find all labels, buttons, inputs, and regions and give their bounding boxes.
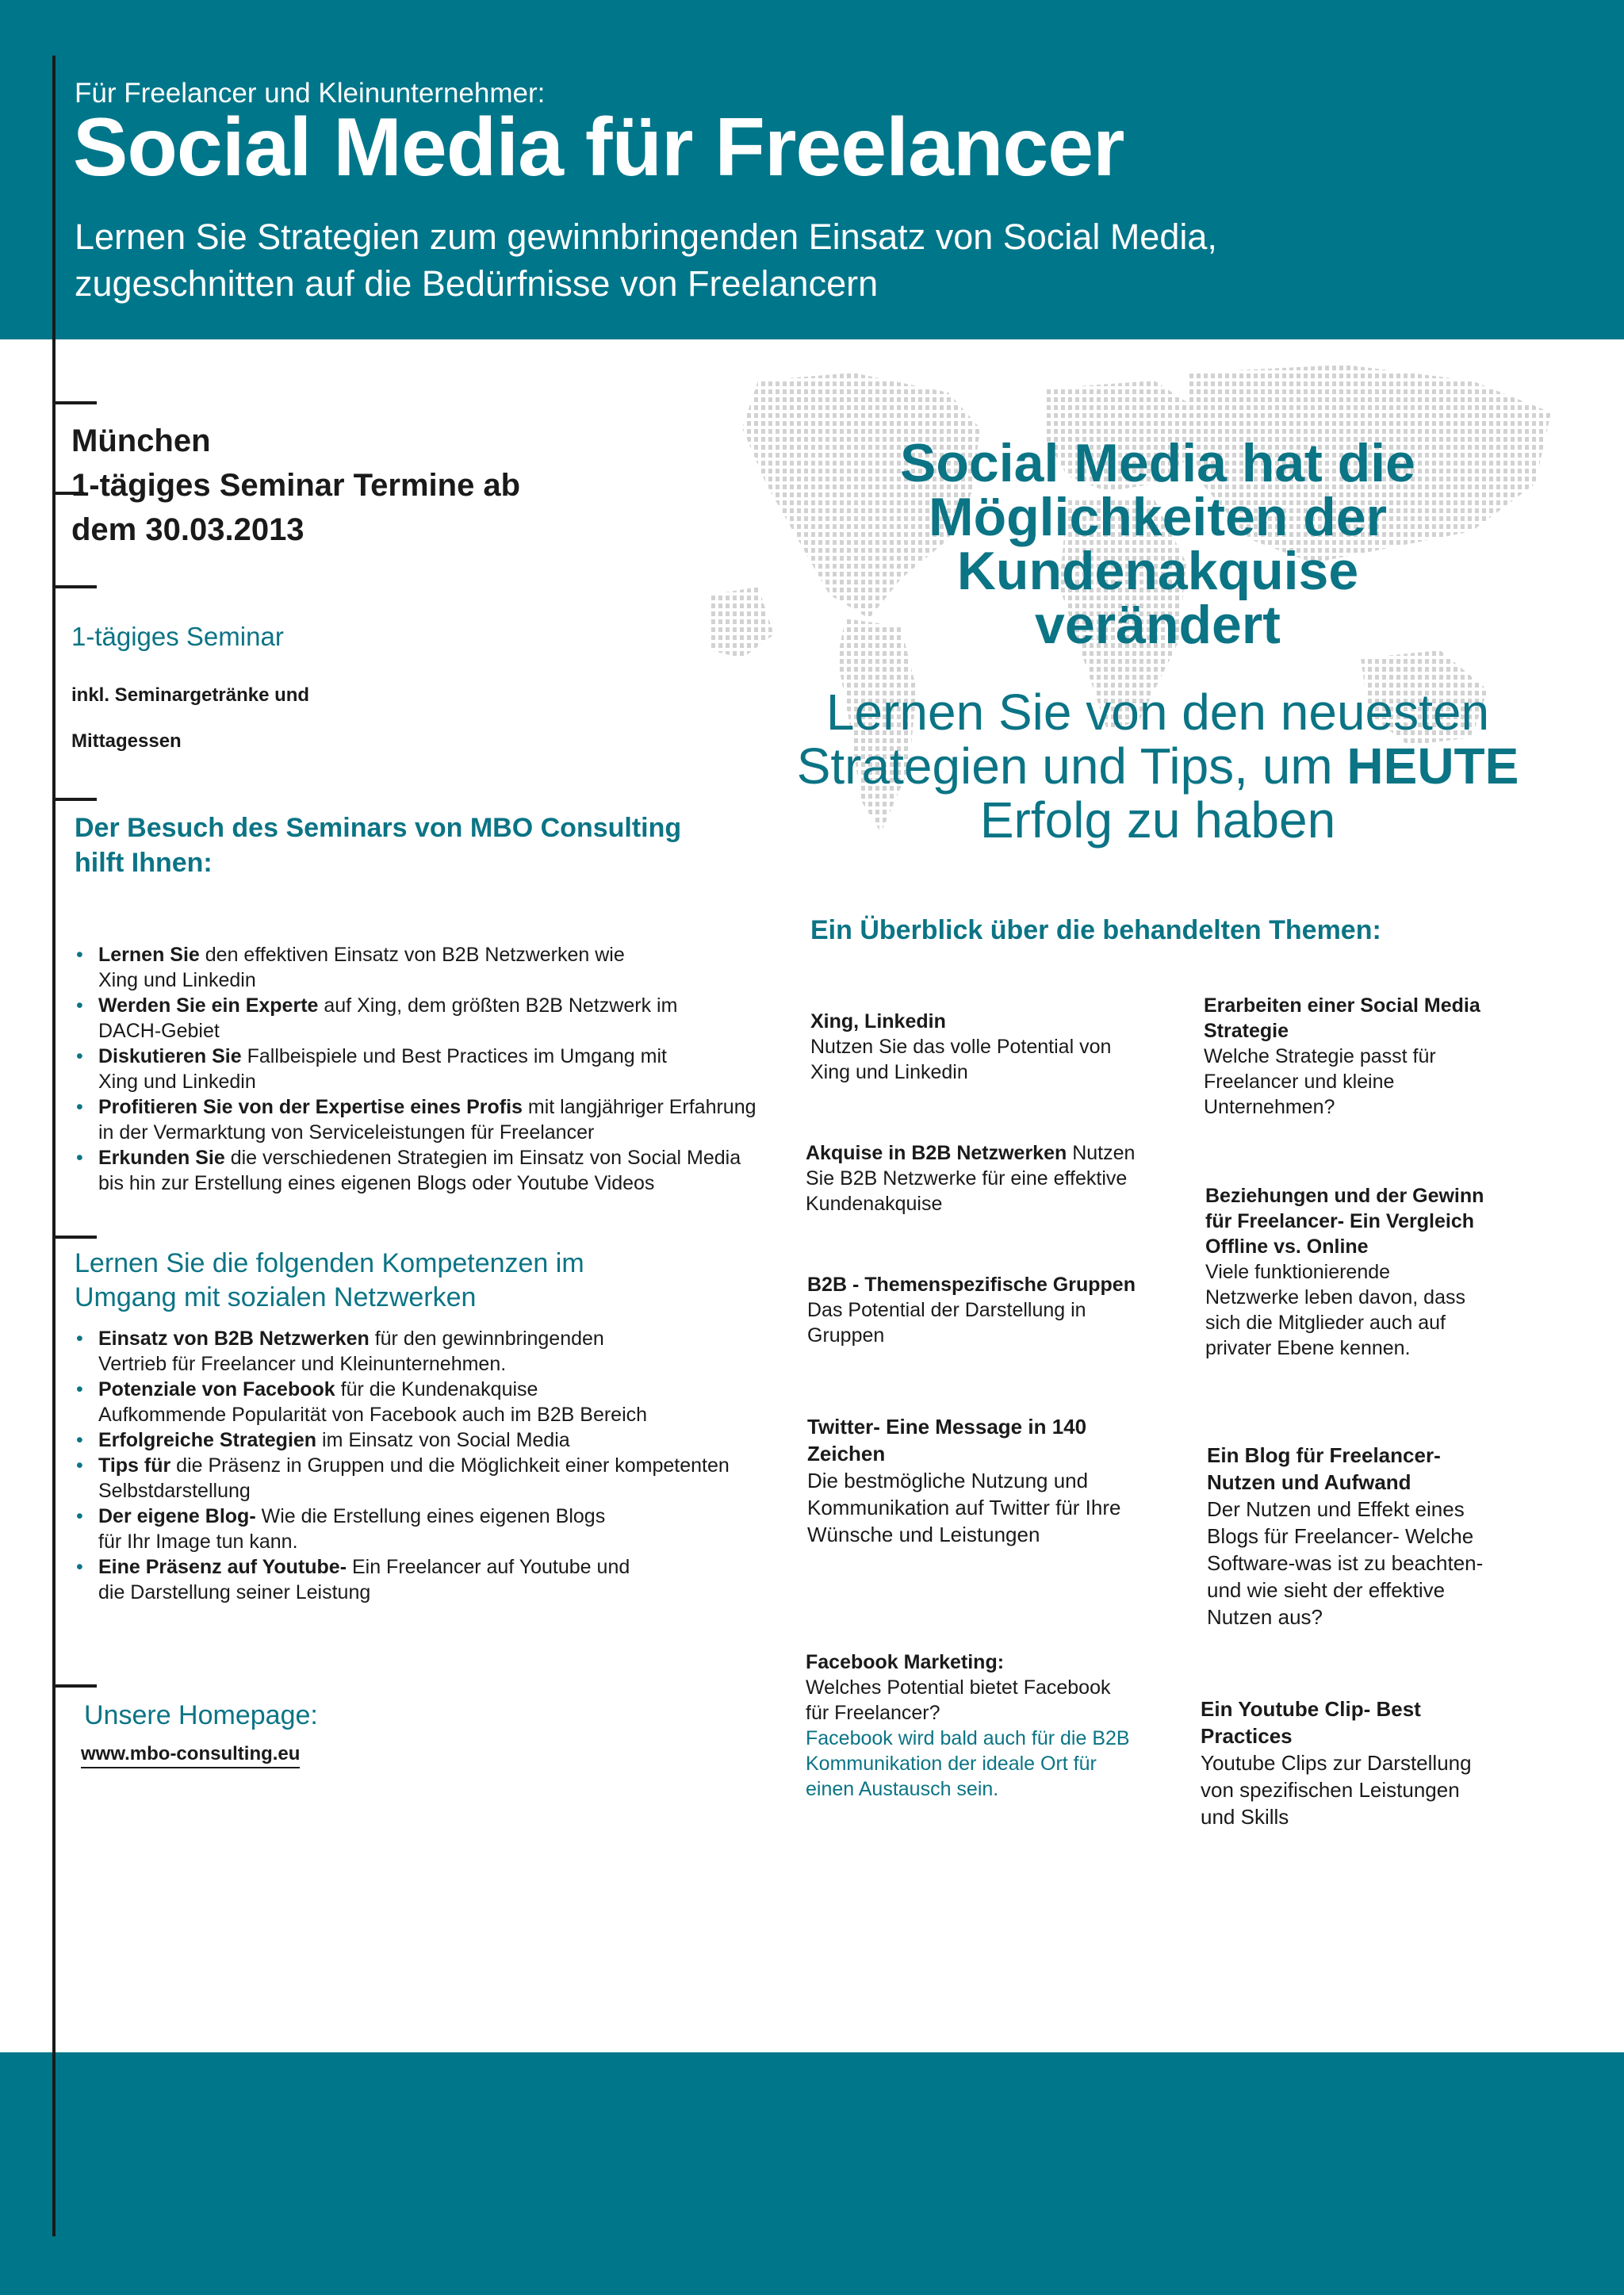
topic-title: Twitter- Eine Message in 140 — [807, 1415, 1087, 1439]
event-dates: 1-tägiges Seminar Termine ab — [71, 468, 521, 503]
topic-title: Erarbeiten einer Social Media — [1204, 994, 1480, 1017]
topic-text: Kundenakquise — [806, 1193, 943, 1215]
item-bold: Werden Sie ein Experte — [98, 994, 319, 1017]
item-text: Vertrieb für Freelancer und Kleinunternehmen. — [98, 1353, 507, 1375]
list-item — [75, 1094, 788, 1145]
list-item — [75, 942, 788, 993]
kompetenzen-heading-line: Umgang mit sozialen Netzwerken — [75, 1282, 477, 1312]
homepage-label: Unsere Homepage: — [84, 1700, 318, 1730]
tagline-subheading — [745, 685, 1570, 847]
item-text: Aufkommende Popularität von Facebook auch im B2B Bereich — [98, 1404, 648, 1426]
list-item — [75, 1326, 788, 1377]
topic-title: Akquise in B2B Netzwerken — [806, 1142, 1067, 1164]
homepage-link[interactable]: www.mbo-consulting.eu — [81, 1743, 300, 1768]
tagline-sub-text: Strategien und Tips, um — [796, 738, 1347, 795]
item-text: Fallbeispiele und Best Practices im Umgang mit — [241, 1045, 667, 1067]
topic-xing — [810, 1009, 1159, 1085]
item-text: die verschiedenen Strategien im Einsatz von Social Media — [224, 1147, 741, 1169]
topic-text: Der Nutzen und Effekt eines — [1207, 1497, 1465, 1521]
list-item — [75, 993, 788, 1044]
item-text: auf Xing, dem größten B2B Netzwerk im — [318, 994, 678, 1017]
tagline-heading — [761, 433, 1554, 655]
kompetenzen-list — [75, 1326, 788, 1605]
timeline-tick — [52, 1236, 97, 1239]
item-text: für den gewinnbringenden — [369, 1328, 604, 1350]
item-text: die Präsenz in Gruppen und die Möglichkeit einer kompetenten — [170, 1454, 730, 1477]
list-item — [75, 1377, 788, 1427]
item-bold: Potenziale von Facebook — [98, 1378, 335, 1400]
topic-title: Facebook Marketing: — [806, 1651, 1005, 1673]
topic-text: Software-was ist zu beachten- — [1207, 1551, 1484, 1575]
topic-text: Youtube Clips zur Darstellung — [1201, 1751, 1472, 1775]
header-subtitle-line: Lernen Sie Strategien zum gewinnbringenden Einsatz von Social Media, — [75, 216, 1217, 257]
topic-text: Welches Potential bietet Facebook — [806, 1676, 1111, 1699]
overview-heading: Ein Überblick über die behandelten Themen: — [810, 915, 1381, 945]
topic-akquise — [806, 1140, 1147, 1216]
page-title: Social Media für Freelancer — [73, 102, 1124, 193]
list-item — [75, 1554, 788, 1605]
topic-title: Xing, Linkedin — [810, 1010, 946, 1033]
item-text: Selbstdarstellung — [98, 1480, 251, 1502]
topic-text: Nutzen Sie das volle Potential von — [810, 1036, 1112, 1058]
item-text: Xing und Linkedin — [98, 1071, 256, 1093]
item-text: im Einsatz von Social Media — [316, 1429, 570, 1451]
topic-text: und wie sieht der effektive — [1207, 1578, 1446, 1602]
item-text: in der Vermarktung von Serviceleistungen für Freelancer — [98, 1121, 595, 1144]
item-text: für Ihr Image tun kann. — [98, 1531, 298, 1553]
topic-youtube — [1201, 1695, 1534, 1830]
kompetenzen-heading-line: Lernen Sie die folgenden Kompetenzen im — [75, 1248, 584, 1278]
topic-text: Unternehmen? — [1204, 1096, 1335, 1118]
list-item — [75, 1145, 788, 1196]
topic-title: Nutzen und Aufwand — [1207, 1470, 1411, 1494]
topic-title: Strategie — [1204, 1020, 1289, 1042]
tagline-line: verändert — [1035, 595, 1281, 655]
topic-text: Nutzen aus? — [1207, 1605, 1323, 1629]
tagline-emphasis: HEUTE — [1346, 738, 1519, 795]
help-list — [75, 942, 788, 1196]
topic-text: Das Potential der Darstellung in — [807, 1299, 1086, 1321]
topic-text: für Freelancer? — [806, 1702, 940, 1724]
topic-title: Ein Youtube Clip- Best — [1201, 1697, 1421, 1721]
seminar-inclusion-line: inkl. Seminargetränke und — [71, 684, 310, 706]
item-text: DACH-Gebiet — [98, 1020, 220, 1042]
topic-text: von spezifischen Leistungen — [1201, 1778, 1460, 1802]
topic-highlight: Kommunikation der ideale Ort für — [806, 1753, 1097, 1775]
item-bold: Einsatz von B2B Netzwerken — [98, 1328, 370, 1350]
topic-text: und Skills — [1201, 1805, 1289, 1829]
topic-text: Wünsche und Leistungen — [807, 1523, 1040, 1546]
item-text: für die Kundenakquise — [335, 1378, 538, 1400]
topic-title: Practices — [1201, 1724, 1293, 1748]
topic-text: Netzwerke leben davon, dass — [1205, 1286, 1465, 1308]
topic-title: Ein Blog für Freelancer- — [1207, 1443, 1441, 1467]
timeline-tick — [52, 585, 97, 588]
item-bold: Lernen Sie — [98, 944, 200, 966]
timeline-tick — [52, 1684, 97, 1688]
help-heading-line: hilft Ihnen: — [75, 848, 213, 878]
topic-text: Welche Strategie passt für — [1204, 1045, 1436, 1067]
event-city: München — [71, 423, 211, 458]
topic-highlight: einen Austausch sein. — [806, 1778, 999, 1800]
header-subtitle — [75, 214, 1502, 307]
item-text: Ein Freelancer auf Youtube und — [347, 1556, 630, 1578]
tagline-line: Social Media hat die — [900, 433, 1415, 493]
topic-strategie — [1204, 993, 1496, 1120]
item-text: Xing und Linkedin — [98, 969, 256, 991]
seminar-inclusions — [71, 672, 309, 764]
item-bold: Der eigene Blog- — [98, 1505, 256, 1527]
topic-title: für Freelancer- Ein Vergleich — [1205, 1210, 1475, 1232]
tagline-line: Möglichkeiten der — [928, 487, 1388, 547]
item-bold: Profitieren Sie von der Expertise eines Profis — [98, 1096, 523, 1118]
list-item — [75, 1453, 788, 1504]
item-text: den effektiven Einsatz von B2B Netzwerken wie — [199, 944, 625, 966]
help-heading-line: Der Besuch des Seminars von MBO Consulting — [75, 813, 682, 843]
topic-text: Nutzen — [1067, 1142, 1136, 1164]
event-info — [71, 419, 520, 552]
header-pretitle: Für Freelancer und Kleinunternehmer: — [75, 78, 546, 109]
help-heading — [75, 810, 709, 880]
tagline-sub-line: Erfolg zu haben — [979, 791, 1336, 849]
tagline-line: Kundenakquise — [956, 541, 1359, 601]
topic-blog — [1207, 1442, 1524, 1630]
tagline-sub-line — [745, 739, 1570, 793]
topic-text: privater Ebene kennen. — [1205, 1337, 1411, 1359]
timeline-tick — [52, 401, 97, 404]
topic-text: Freelancer und kleine — [1204, 1071, 1395, 1093]
topic-text: Blogs für Freelancer- Welche — [1207, 1524, 1474, 1548]
list-item — [75, 1504, 788, 1554]
item-text: mit langjähriger Erfahrung — [522, 1096, 756, 1118]
tagline-sub-line: Lernen Sie von den neuesten — [825, 684, 1490, 741]
list-item — [75, 1044, 788, 1094]
footer-band — [0, 2052, 1624, 2295]
item-text: die Darstellung seiner Leistung — [98, 1581, 371, 1603]
topic-text: Sie B2B Netzwerke für eine effektive — [806, 1167, 1128, 1190]
item-bold: Erkunden Sie — [98, 1147, 225, 1169]
topic-twitter — [807, 1413, 1172, 1548]
topic-text: Gruppen — [807, 1324, 885, 1347]
topic-beziehungen — [1205, 1183, 1522, 1361]
seminar-inclusion-line: Mittagessen — [71, 730, 182, 752]
item-text: Wie die Erstellung eines eigenen Blogs — [255, 1505, 606, 1527]
topic-b2b-gruppen — [807, 1272, 1164, 1348]
topic-title: B2B - Themenspezifische Gruppen — [807, 1274, 1136, 1296]
item-text: bis hin zur Erstellung eines eigenen Blogs oder Youtube Videos — [98, 1172, 655, 1194]
topic-text: Viele funktionierende — [1205, 1261, 1391, 1283]
item-bold: Erfolgreiche Strategien — [98, 1429, 317, 1451]
topic-facebook — [806, 1649, 1170, 1802]
item-bold: Eine Präsenz auf Youtube- — [98, 1556, 347, 1578]
seminar-label: 1-tägiges Seminar — [71, 622, 284, 651]
topic-text: sich die Mitglieder auch auf — [1205, 1312, 1446, 1334]
header-subtitle-line: zugeschnitten auf die Bedürfnisse von Freelancern — [75, 262, 879, 304]
item-bold: Tips für — [98, 1454, 171, 1477]
kompetenzen-heading — [75, 1247, 725, 1315]
topic-text: Kommunikation auf Twitter für Ihre — [807, 1496, 1121, 1519]
topic-title: Offline vs. Online — [1205, 1236, 1369, 1258]
topic-highlight: Facebook wird bald auch für die B2B — [806, 1727, 1130, 1749]
topic-text: Xing und Linkedin — [810, 1061, 968, 1083]
topic-text: Die bestmögliche Nutzung und — [807, 1469, 1089, 1492]
topic-title: Beziehungen und der Gewinn — [1205, 1185, 1484, 1207]
topic-title: Zeichen — [807, 1442, 886, 1466]
item-bold: Diskutieren Sie — [98, 1045, 242, 1067]
timeline-tick — [52, 798, 97, 801]
event-dates: dem 30.03.2013 — [71, 512, 304, 547]
list-item — [75, 1427, 788, 1453]
timeline-line — [52, 56, 56, 2236]
